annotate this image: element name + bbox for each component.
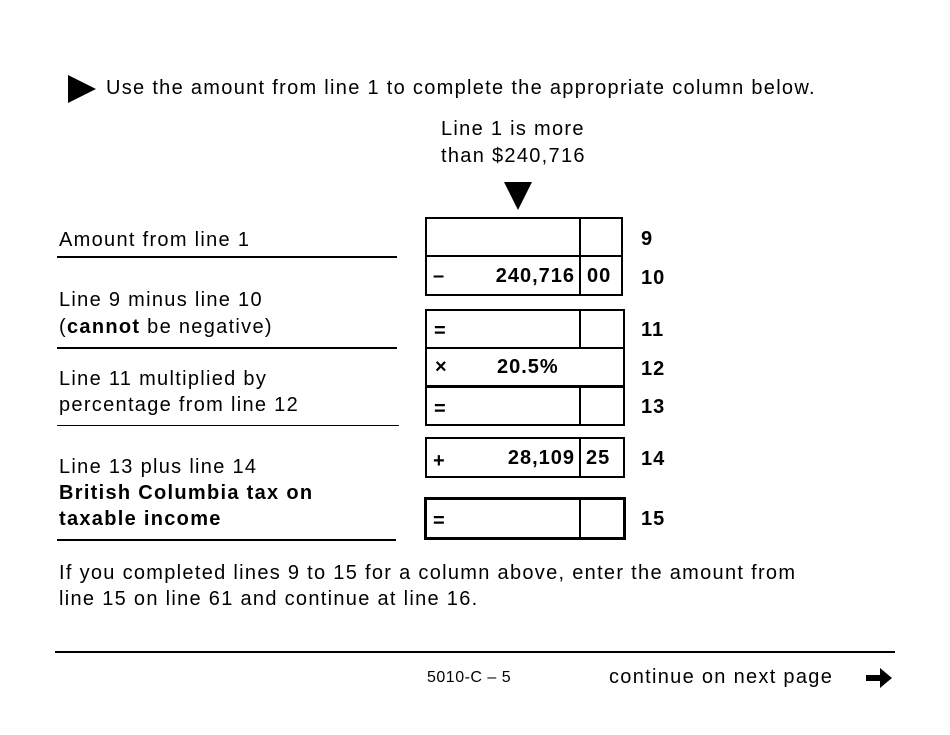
label-line-9: Amount from line 1 — [59, 229, 251, 251]
line-number-12: 12 — [641, 358, 666, 380]
footnote-line1: If you completed lines 9 to 15 for a column above, enter the amount from — [59, 562, 797, 584]
divider — [57, 347, 397, 349]
line-number-13: 13 — [641, 396, 666, 418]
line-9-amount-field[interactable] — [425, 217, 623, 257]
continue-text: continue on next page — [609, 666, 834, 688]
column-header-line2: than $240,716 — [441, 145, 586, 167]
line-11-amount-field[interactable] — [425, 309, 625, 349]
line-10-amount-field — [425, 255, 623, 296]
divider — [57, 539, 396, 541]
line-number-10: 10 — [641, 267, 666, 289]
footnote-line2: line 15 on line 61 and continue at line 16. — [59, 588, 479, 610]
label-line-11b: (cannot be negative) — [59, 316, 273, 338]
label-line-15a: British Columbia tax on — [59, 482, 314, 504]
line-14-amount-field — [425, 437, 625, 478]
line-number-14: 14 — [641, 448, 666, 470]
column-header-line1: Line 1 is more — [441, 118, 585, 140]
equals-symbol: = — [434, 320, 446, 342]
arrow-right-icon — [864, 665, 894, 691]
line-15-amount-field[interactable] — [424, 497, 626, 540]
line-number-9: 9 — [641, 228, 654, 250]
footer-rule — [55, 651, 895, 653]
cents-divider — [579, 219, 581, 255]
right-triangle-icon — [68, 75, 96, 103]
line-10-dollars: 240,716 — [495, 265, 575, 287]
label-line-13a: Line 11 multiplied by — [59, 368, 268, 390]
line-14-dollars: 28,109 — [507, 447, 575, 469]
equals-symbol: = — [434, 398, 446, 420]
line-number-15: 15 — [641, 508, 666, 530]
instruction-text: Use the amount from line 1 to complete the appropriate column below. — [106, 77, 816, 99]
line-12-rate: 20.5% — [497, 356, 559, 378]
divider — [57, 425, 399, 426]
down-triangle-icon — [504, 182, 532, 210]
line-12-rate-field — [425, 347, 625, 387]
equals-symbol: = — [433, 510, 445, 532]
line-number-11: 11 — [641, 319, 665, 341]
plus-symbol: + — [433, 450, 445, 472]
cents-divider — [579, 500, 581, 537]
cents-divider — [579, 388, 581, 424]
line-13-amount-field[interactable] — [425, 386, 625, 426]
label-line-11a: Line 9 minus line 10 — [59, 289, 263, 311]
divider — [57, 256, 397, 258]
label-line-13b: percentage from line 12 — [59, 394, 300, 416]
form-page-id: 5010-C – 5 — [427, 669, 512, 686]
cents-divider — [579, 439, 581, 476]
line-14-cents: 25 — [586, 447, 611, 469]
line-10-cents: 00 — [587, 265, 612, 287]
minus-symbol: – — [433, 265, 445, 287]
label-line-15b: taxable income — [59, 508, 222, 530]
label-line-14: Line 13 plus line 14 — [59, 456, 258, 478]
multiply-symbol: × — [435, 356, 447, 378]
cents-divider — [579, 257, 581, 294]
cents-divider — [579, 311, 581, 347]
